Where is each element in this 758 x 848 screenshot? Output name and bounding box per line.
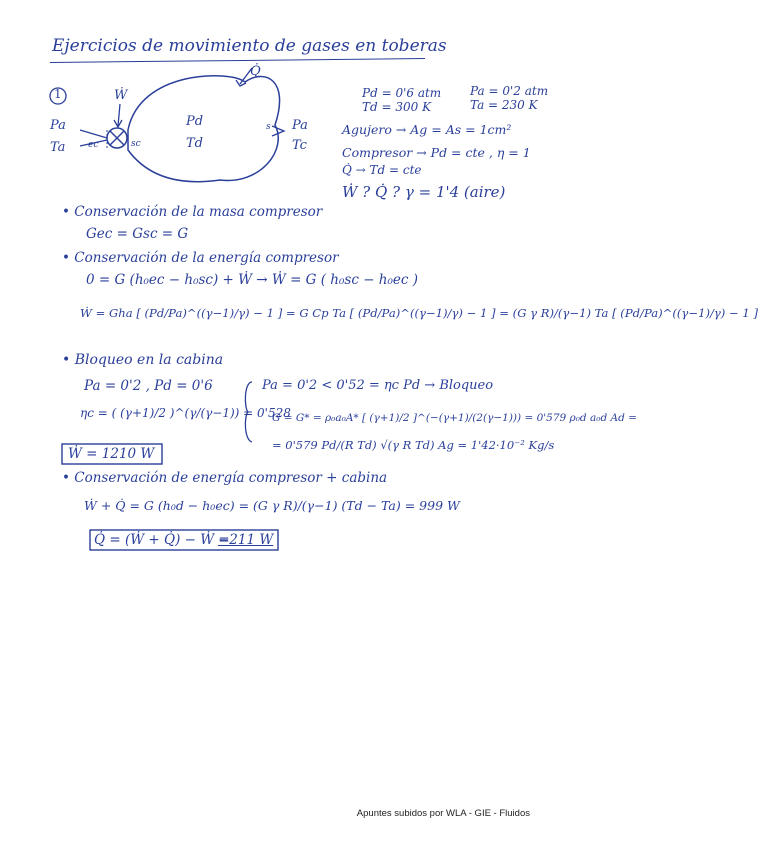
diagram-label-ta-left: Ta [50,140,66,155]
diagram-label-pa-left: Pa [50,118,66,133]
diagram-label-ec: ec [88,140,99,150]
diagram-label-tc-right: Tc [292,138,307,153]
section-energia-eq2: Ẇ = Gha [ (Pd/Pa)^((γ−1)/γ) − 1 ] = G Cp Ta [ (Pd/Pa)^((γ−1)/γ) − 1 ] = (G γ R)/(γ−1) Ta [ (Pd/Pa)^((γ−1)/γ) − 1 ] [80,306,758,320]
section-bloqueo-cond: Pa = 0'2 < 0'52 = ηc Pd → Bloqueo [262,378,494,393]
given-q-line: Q̇ → Td = cte [342,163,422,177]
page-title: Ejercicios de movimiento de gases en toberas [52,36,447,56]
section-bloqueo-g2: = 0'579 Pd/(R Td) √(γ R Td) Ag = 1'42·10⁻² Kg/s [272,438,555,452]
given-compresor: Compresor → Pd = cte , η = 1 [342,145,531,160]
diagram-label-pa-right: Pa [292,118,308,133]
section-energia2-eq: Ẇ + Q̇ = G (h₀d − h₀ec) = (G γ R)/(γ−1) (Td − Ta) = 999 W [84,498,460,513]
diagram-label-sc: sc [131,139,141,149]
section-bloqueo-heading: • Bloqueo en la cabina [62,352,224,368]
section-masa-eq: Gec = Gsc = G [86,226,189,242]
given-pa: Pa = 0'2 atm [470,84,549,98]
given-question: Ẇ ? Q̇ ? γ = 1'4 (aire) [342,183,506,201]
problem-number: 1 [54,87,62,101]
diagram-label-td: Td [186,136,203,151]
section-bloqueo-g: G = G* = ρ₀a₀A* [ (γ+1)/2 ]^(−(γ+1)/(2(γ−1))) = 0'579 ρ₀d a₀d Ad = [272,412,637,424]
q-result-value: −211 W [218,532,274,548]
diagram-label-w: Ẇ [114,88,128,103]
cabin-outline [128,76,280,182]
q-result-lhs: Q̇ = (Ẇ + Q̇) − Ẇ = [94,532,230,548]
diagram-label-s: s [266,122,271,132]
section-masa-heading: • Conservación de la masa compresor [62,204,323,220]
work-arrow [118,104,120,126]
section-bloqueo-pa: Pa = 0'2 , Pd = 0'6 [84,378,213,394]
inlet-line [80,130,107,138]
given-ta: Ta = 230 K [470,98,538,112]
w-result: Ẇ = 1210 W [68,446,155,462]
given-td: Td = 300 K [362,100,432,114]
footer-credit: Apuntes subidos por WLA - GIE - Fluidos [356,808,530,819]
given-agujero: Agujero → Ag = As = 1cm² [342,122,512,137]
diagram-label-q: Q̇ [250,64,261,79]
section-energia-eq1: 0 = G (h₀ec − h₀sc) + Ẇ → Ẇ = G ( h₀sc − h₀ec ) [86,272,419,288]
given-pd: Pd = 0'6 atm [362,86,442,100]
section-bloqueo-eta: ηc = ( (γ+1)/2 )^(γ/(γ−1)) = 0'528 [80,406,291,420]
section-energia-heading: • Conservación de la energía compresor [62,250,339,266]
diagram-label-pd: Pd [186,114,204,129]
section-energia2-heading: • Conservación de energía compresor + cabina [62,470,388,486]
